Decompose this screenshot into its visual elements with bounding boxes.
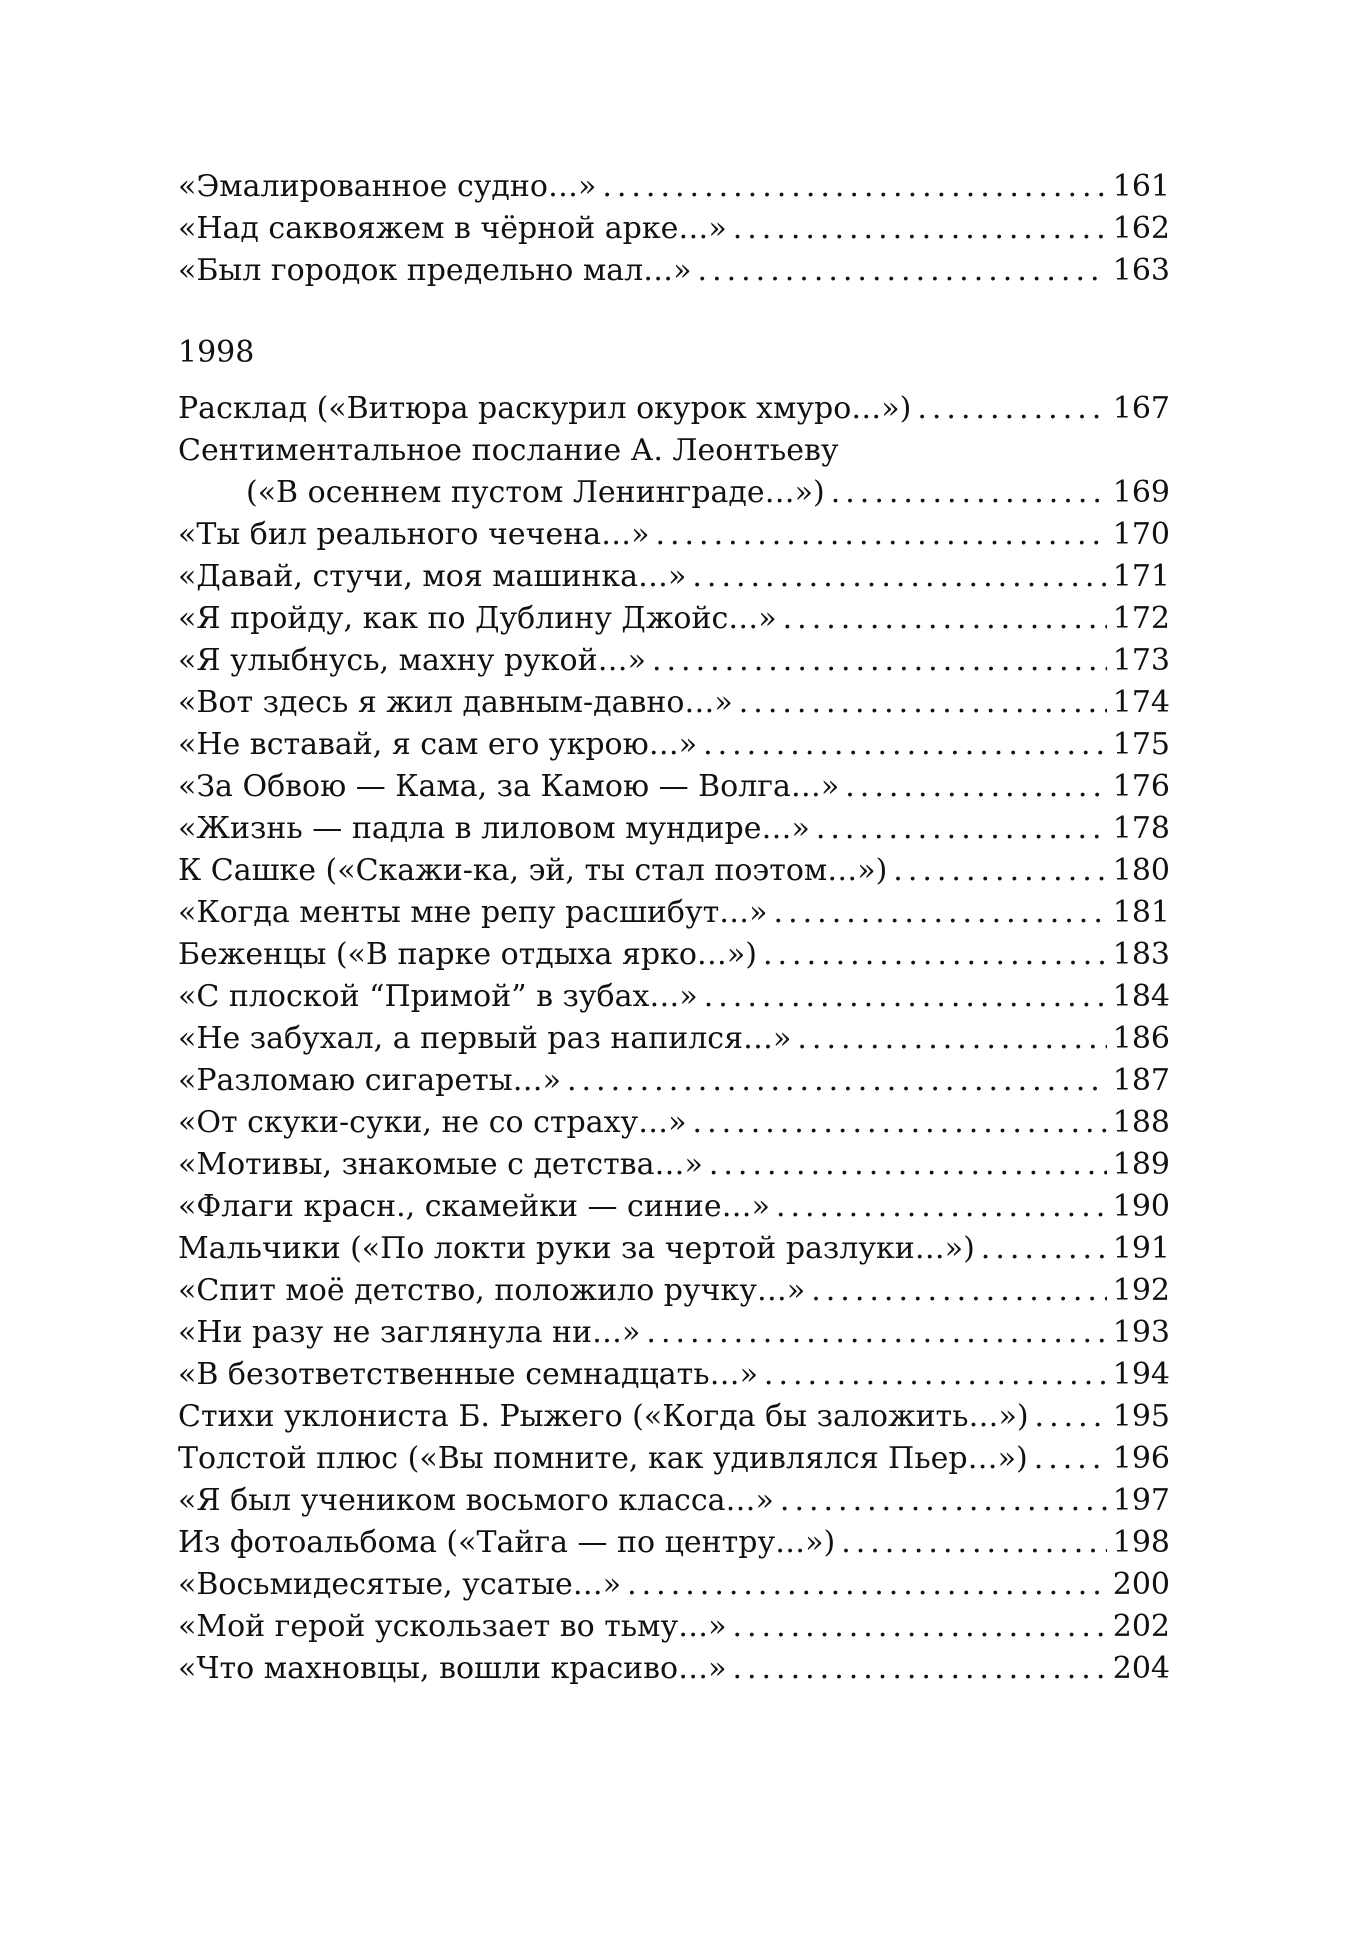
toc-top-entries bbox=[178, 166, 1170, 292]
toc-entry bbox=[178, 1270, 1170, 1312]
dot-leader bbox=[698, 250, 1107, 292]
toc-entry-page: 186 bbox=[1112, 1021, 1170, 1056]
toc-entry bbox=[178, 598, 1170, 640]
toc-entry bbox=[178, 1522, 1170, 1564]
dot-leader bbox=[845, 766, 1106, 808]
dot-leader bbox=[693, 1102, 1107, 1144]
toc-entry-page: 200 bbox=[1112, 1567, 1170, 1602]
toc-entry-page: 181 bbox=[1112, 895, 1170, 930]
toc-entry bbox=[178, 724, 1170, 766]
toc-entry bbox=[178, 1060, 1170, 1102]
toc-entry-title: «В безответственные семнадцать…» bbox=[178, 1357, 758, 1392]
toc-entry bbox=[178, 892, 1170, 934]
toc-entry-title: «Не вставай, я сам его укрою…» bbox=[178, 727, 698, 762]
dot-leader bbox=[816, 808, 1107, 850]
toc-entry bbox=[178, 1606, 1170, 1648]
toc-entry-page: 191 bbox=[1112, 1231, 1170, 1266]
toc-entry bbox=[178, 1018, 1170, 1060]
toc-entry-title: Расклад («Витюра раскурил окурок хмуро…») bbox=[178, 391, 912, 426]
dot-leader bbox=[652, 640, 1107, 682]
dot-leader bbox=[797, 1018, 1106, 1060]
toc-entry-page: 190 bbox=[1112, 1189, 1170, 1224]
toc-entry bbox=[178, 472, 1170, 514]
toc-entries-list bbox=[178, 514, 1170, 1690]
toc-entry-title: «Ты бил реального чечена…» bbox=[178, 517, 650, 552]
toc-entry-title: «Когда менты мне репу расшибут…» bbox=[178, 895, 768, 930]
dot-leader bbox=[763, 934, 1107, 976]
toc-entry-title: «Восьмидесятые, усатые…» bbox=[178, 1567, 622, 1602]
toc-entry bbox=[178, 1396, 1170, 1438]
dot-leader bbox=[831, 472, 1107, 514]
toc-entry-title: «От скуки-суки, не со страху…» bbox=[178, 1105, 687, 1140]
toc-entry-page: 197 bbox=[1112, 1483, 1170, 1518]
toc-entry-title: Толстой плюс («Вы помните, как удивлялся Пьер…») bbox=[178, 1441, 1028, 1476]
dot-leader bbox=[732, 1648, 1106, 1690]
toc-entry-title: К Сашке («Скажи-ка, эй, ты стал поэтом…») bbox=[178, 853, 888, 888]
toc-entry-page: 184 bbox=[1112, 979, 1170, 1014]
dot-leader bbox=[841, 1522, 1107, 1564]
toc-entry-page: 171 bbox=[1112, 559, 1170, 594]
toc-entry bbox=[178, 250, 1170, 292]
toc-entry bbox=[178, 682, 1170, 724]
toc-entry bbox=[178, 934, 1170, 976]
toc-entry-page: 161 bbox=[1112, 169, 1170, 204]
toc-entry bbox=[178, 1564, 1170, 1606]
toc-entry-page: 196 bbox=[1112, 1441, 1170, 1476]
toc-entry bbox=[178, 850, 1170, 892]
toc-entry-page: 202 bbox=[1112, 1609, 1170, 1644]
toc-entry-title: «Я улыбнусь, махну рукой…» bbox=[178, 643, 646, 678]
toc-entry-title: «Спит моё детство, положило ручку…» bbox=[178, 1273, 806, 1308]
toc-entry bbox=[178, 388, 1170, 430]
toc-entry-page: 180 bbox=[1112, 853, 1170, 888]
dot-leader bbox=[764, 1354, 1107, 1396]
toc-entry-page: 195 bbox=[1112, 1399, 1170, 1434]
toc-entry-page: 192 bbox=[1112, 1273, 1170, 1308]
toc-entry-page: 170 bbox=[1112, 517, 1170, 552]
toc-entry-page: 169 bbox=[1112, 475, 1170, 510]
dot-leader bbox=[981, 1228, 1107, 1270]
dot-leader bbox=[811, 1270, 1107, 1312]
toc-entry-page: 188 bbox=[1112, 1105, 1170, 1140]
toc-entry-page: 173 bbox=[1112, 643, 1170, 678]
dot-leader bbox=[780, 1480, 1107, 1522]
toc-entry-title-line1: Сентиментальное послание А. Леонтьеву bbox=[178, 433, 839, 468]
dot-leader bbox=[732, 1606, 1106, 1648]
toc-entry bbox=[178, 1312, 1170, 1354]
toc-entry-page: 174 bbox=[1112, 685, 1170, 720]
toc-entry-title: «Что махновцы, вошли красиво…» bbox=[178, 1651, 727, 1686]
toc-entry-page: 175 bbox=[1112, 727, 1170, 762]
toc-entry-title: «Эмалированное судно…» bbox=[178, 169, 597, 204]
toc-entry-title: «Вот здесь я жил давным-давно…» bbox=[178, 685, 733, 720]
dot-leader bbox=[733, 208, 1107, 250]
toc-entry bbox=[178, 1354, 1170, 1396]
dot-leader bbox=[646, 1312, 1106, 1354]
toc-entry bbox=[178, 1186, 1170, 1228]
dot-leader bbox=[709, 1144, 1107, 1186]
dot-leader bbox=[1034, 1438, 1107, 1480]
toc-entry-title: «Мой герой ускользает во тьму…» bbox=[178, 1609, 727, 1644]
toc-entry-title: «Я был учеником восьмого класса…» bbox=[178, 1483, 774, 1518]
toc-entry bbox=[178, 640, 1170, 682]
table-of-contents bbox=[178, 166, 1170, 1690]
toc-entry bbox=[178, 976, 1170, 1018]
toc-entry bbox=[178, 166, 1170, 208]
dot-leader bbox=[692, 556, 1106, 598]
toc-entry bbox=[178, 1102, 1170, 1144]
dot-leader bbox=[893, 850, 1106, 892]
toc-entry-title: Мальчики («По локти руки за чертой разлуки…») bbox=[178, 1231, 975, 1266]
toc-entry-page: 178 bbox=[1112, 811, 1170, 846]
toc-entry-title: «Жизнь — падла в лиловом мундире…» bbox=[178, 811, 810, 846]
dot-leader bbox=[783, 598, 1107, 640]
dot-leader bbox=[602, 166, 1106, 208]
dot-leader bbox=[627, 1564, 1107, 1606]
toc-entry-title: «С плоской “Примой” в зубах…» bbox=[178, 979, 698, 1014]
toc-entry-title: «Над саквояжем в чёрной арке…» bbox=[178, 211, 727, 246]
toc-entry bbox=[178, 1648, 1170, 1690]
toc-entry-page: 193 bbox=[1112, 1315, 1170, 1350]
toc-entry bbox=[178, 808, 1170, 850]
toc-entry bbox=[178, 514, 1170, 556]
toc-entry-title: «Я пройду, как по Дублину Джойс…» bbox=[178, 601, 777, 636]
toc-entry-page: 189 bbox=[1112, 1147, 1170, 1182]
toc-entry bbox=[178, 1144, 1170, 1186]
toc-entry-page: 167 bbox=[1112, 391, 1170, 426]
toc-entry-page: 162 bbox=[1112, 211, 1170, 246]
toc-entry-page: 176 bbox=[1112, 769, 1170, 804]
toc-entry bbox=[178, 1438, 1170, 1480]
dot-leader bbox=[703, 724, 1107, 766]
section-heading-year: 1998 bbox=[178, 335, 255, 370]
toc-entry bbox=[178, 556, 1170, 598]
toc-section-entries bbox=[178, 388, 1170, 1690]
toc-entry-page: 204 bbox=[1112, 1651, 1170, 1686]
toc-entry-page: 187 bbox=[1112, 1063, 1170, 1098]
toc-entry-title: «Разломаю сигареты…» bbox=[178, 1063, 561, 1098]
dot-leader bbox=[704, 976, 1107, 1018]
toc-entry-page: 183 bbox=[1112, 937, 1170, 972]
dot-leader bbox=[776, 1186, 1107, 1228]
dot-leader bbox=[1035, 1396, 1107, 1438]
toc-entry-title: «Ни разу не заглянула ни…» bbox=[178, 1315, 641, 1350]
toc-entry bbox=[178, 1228, 1170, 1270]
toc-entry-title: Стихи уклониста Б. Рыжего («Когда бы заложить…») bbox=[178, 1399, 1029, 1434]
toc-entry-page: 172 bbox=[1112, 601, 1170, 636]
toc-entry bbox=[178, 1480, 1170, 1522]
toc-entry bbox=[178, 208, 1170, 250]
dot-leader bbox=[774, 892, 1107, 934]
toc-entry-title: «Давай, стучи, моя машинка…» bbox=[178, 559, 687, 594]
toc-entry bbox=[178, 766, 1170, 808]
toc-entry-title: «Флаги красн., скамейки — синие…» bbox=[178, 1189, 770, 1224]
toc-entry-page: 194 bbox=[1112, 1357, 1170, 1392]
dot-leader bbox=[567, 1060, 1107, 1102]
toc-entry-page: 163 bbox=[1112, 253, 1170, 288]
toc-entry-title: «За Обвою — Кама, за Камою — Волга…» bbox=[178, 769, 840, 804]
dot-leader bbox=[655, 514, 1106, 556]
toc-entry-title: Из фотоальбома («Тайга — по центру…») bbox=[178, 1525, 836, 1560]
toc-entry-title: «Был городок предельно мал…» bbox=[178, 253, 692, 288]
toc-entry-title: «Не забухал, а первый раз напился…» bbox=[178, 1021, 792, 1056]
toc-entry-title: «Мотивы, знакомые с детства…» bbox=[178, 1147, 703, 1182]
dot-leader bbox=[917, 388, 1106, 430]
toc-entry-title: Беженцы («В парке отдыха ярко…») bbox=[178, 937, 757, 972]
toc-entry-title-line2: («В осеннем пустом Ленинграде…») bbox=[246, 475, 825, 510]
toc-entry-page: 198 bbox=[1112, 1525, 1170, 1560]
dot-leader bbox=[739, 682, 1107, 724]
